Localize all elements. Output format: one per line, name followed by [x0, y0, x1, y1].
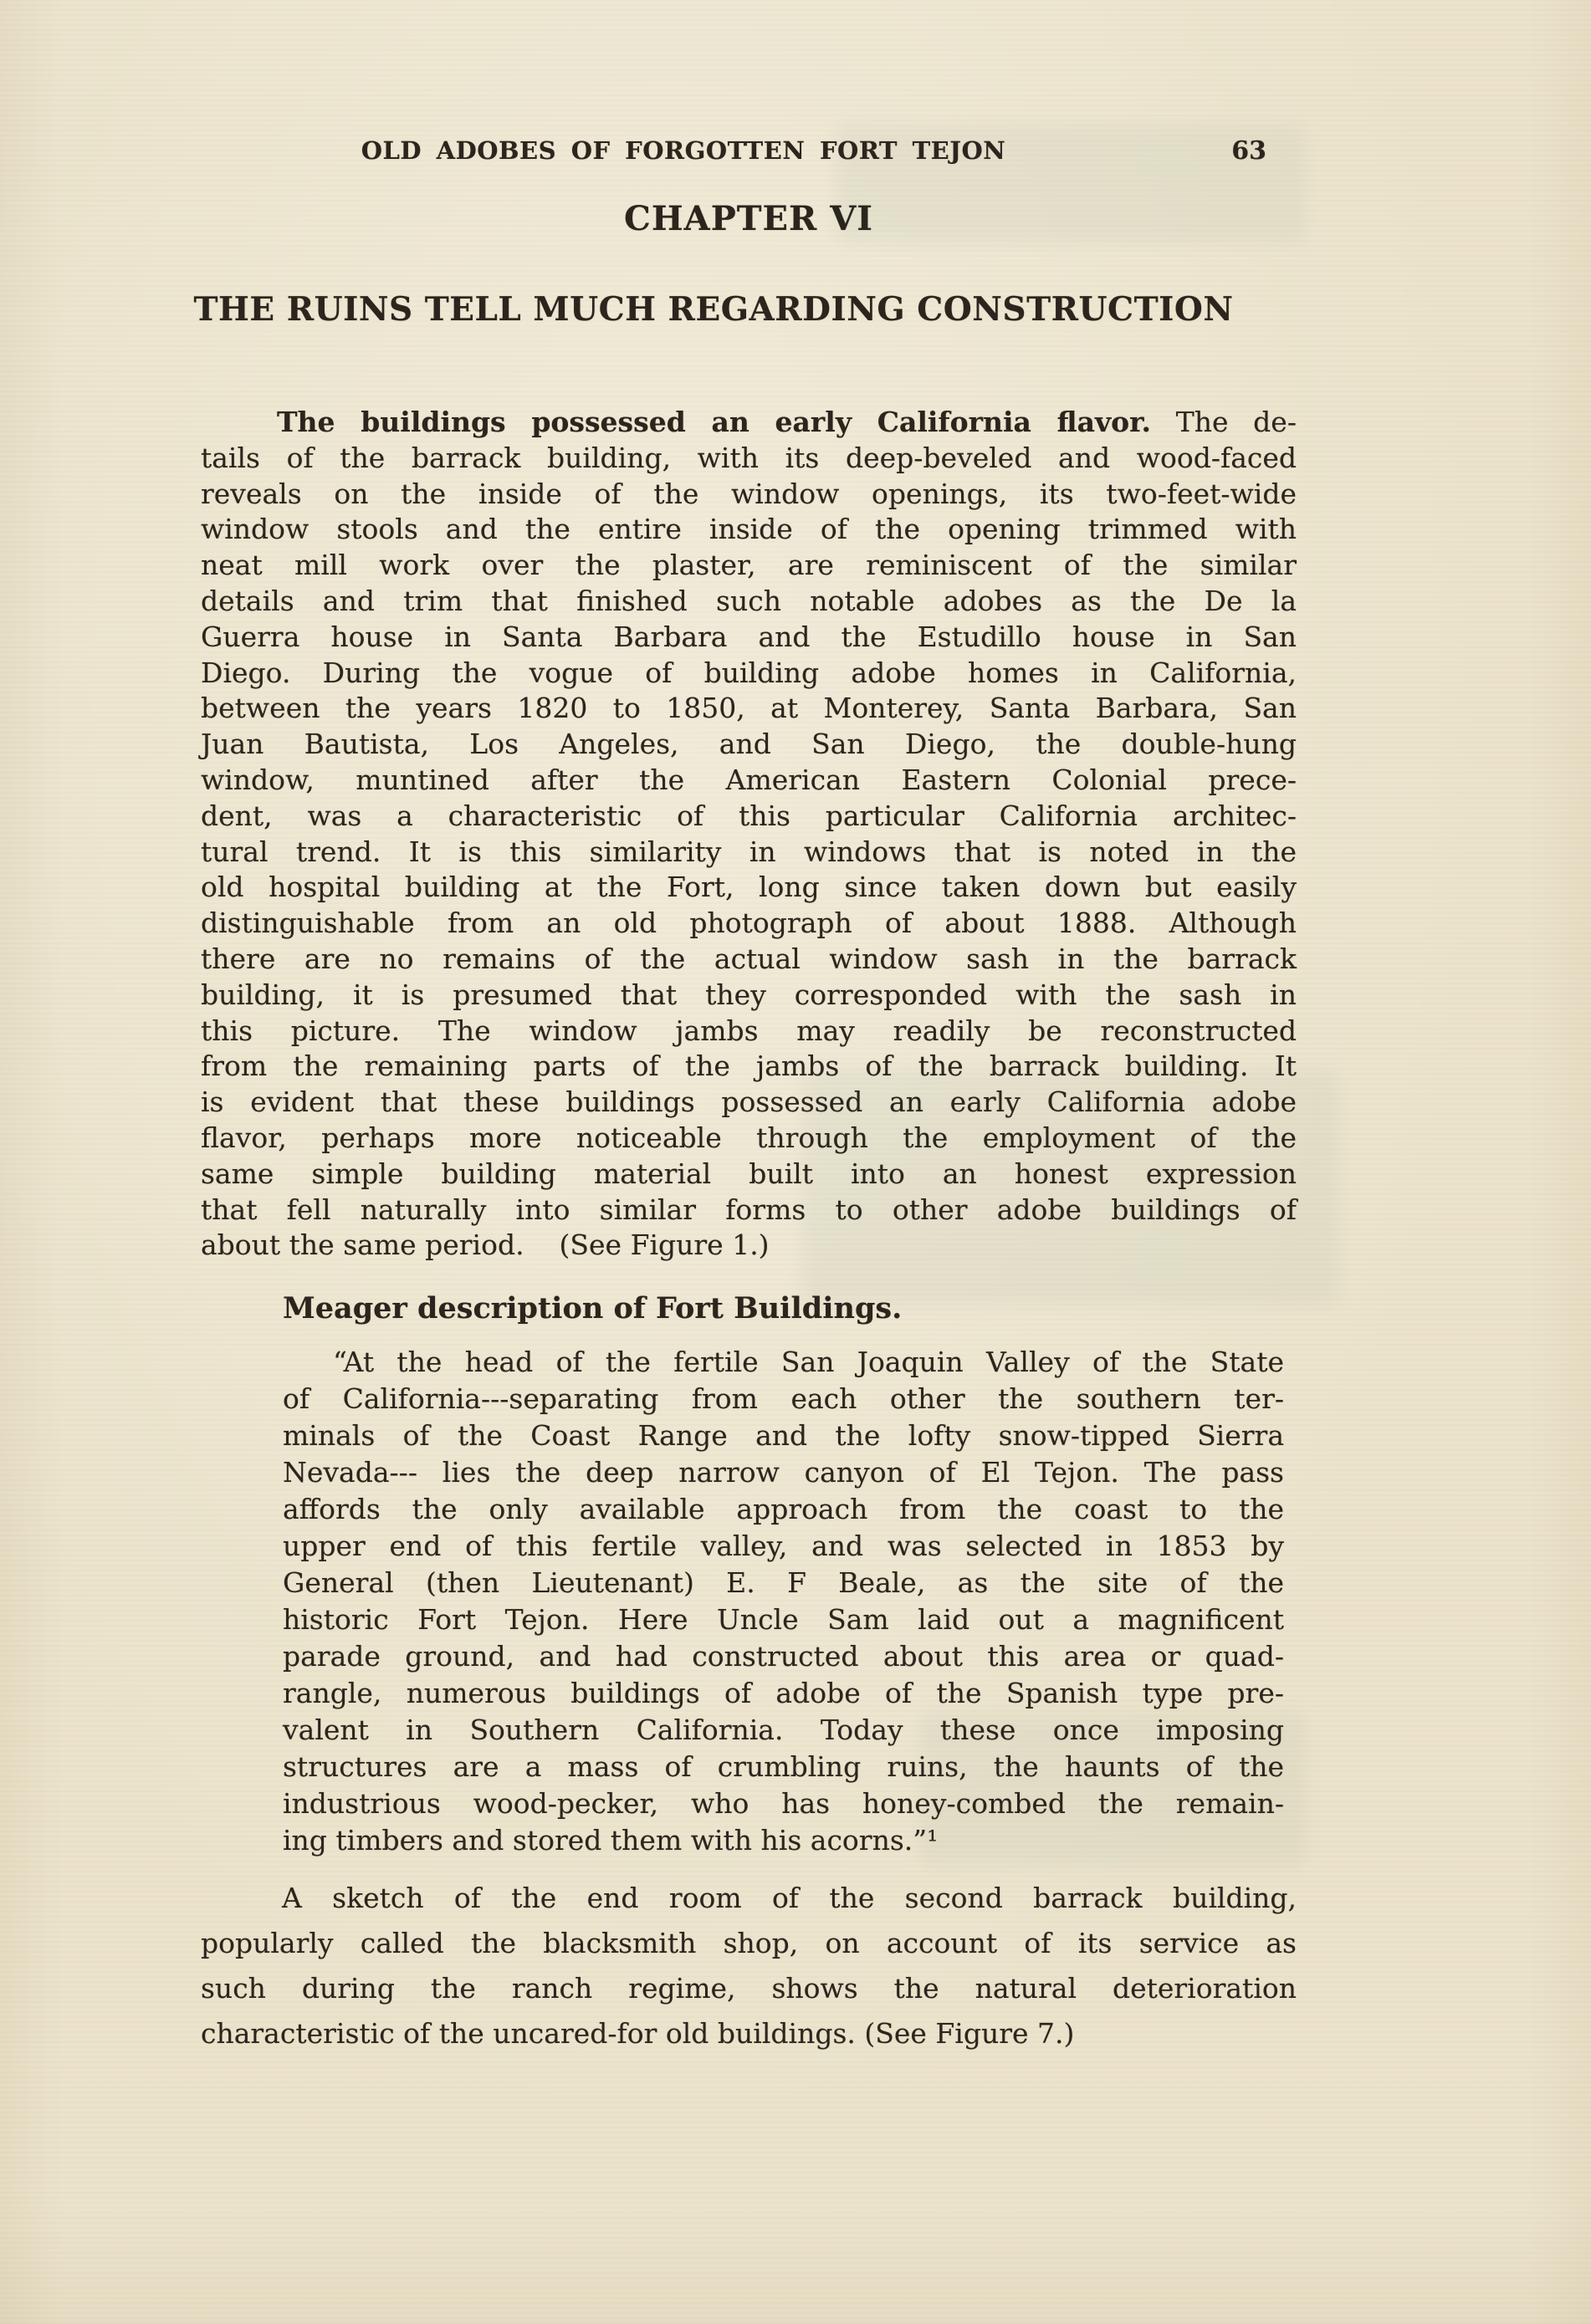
text-line: such during the ranch regime, shows the natural deterioration — [201, 1972, 1297, 2005]
text-line: details and trim that finished such notable adobes as the De la — [201, 584, 1297, 617]
text-line: neat mill work over the plaster, are reminiscent of the similar — [201, 549, 1297, 582]
page-number: 63 — [1231, 136, 1266, 166]
text-line: industrious wood-pecker, who has honey-combed the remain- — [283, 1787, 1284, 1820]
running-header — [201, 136, 1297, 173]
text-line: tails of the barrack building, with its deep-beveled and wood-faced — [201, 441, 1297, 474]
text-line: structures are a mass of crumbling ruins, the haunts of the — [283, 1750, 1284, 1783]
text-line: flavor, perhaps more noticeable through the employment of the — [201, 1121, 1297, 1154]
text-line: this picture. The window jambs may readily be reconstructed — [201, 1014, 1297, 1047]
running-header-title: OLD ADOBES OF FORGOTTEN FORT TEJON — [361, 136, 1006, 165]
text-line: tural trend. It is this similarity in windows that is noted in the — [201, 835, 1297, 868]
text-line: rangle, numerous buildings of adobe of the Spanish type pre- — [283, 1677, 1284, 1709]
paragraph-sketch-note — [201, 1876, 1297, 2056]
text-line: dent, was a characteristic of this particular California architec- — [201, 799, 1297, 832]
text-line: ing timbers and stored them with his acorns.”¹ — [283, 1824, 939, 1857]
paragraph-lead-bold: The buildings possessed an early California flavor. — [277, 406, 1152, 438]
paragraph-body-lines — [201, 1921, 1297, 2011]
text-line: General (then Lieutenant) E. F Beale, as the site of the — [283, 1566, 1284, 1599]
text-line: reveals on the inside of the window openings, its two-feet-wide — [201, 477, 1297, 510]
text-line: same simple building material built into an honest expression — [201, 1157, 1297, 1190]
text-line: window stools and the entire inside of the opening trimmed with — [201, 513, 1297, 546]
text-line: valent in Southern California. Today these once imposing — [283, 1714, 1284, 1746]
text-line: affords the only available approach from the coast to the — [283, 1493, 1284, 1525]
text-line: Guerra house in Santa Barbara and the Estudillo house in San — [201, 620, 1297, 653]
text-line: Diego. During the vogue of building adobe homes in California, — [201, 656, 1297, 689]
paragraph-construction-details — [201, 405, 1297, 1264]
blockquote-body-lines — [283, 1381, 1284, 1822]
text-line: “At the head of the fertile San Joaquin Valley of the State — [333, 1346, 1284, 1378]
text-line: of California---separating from each other the southern ter- — [283, 1382, 1284, 1415]
subheading-meager-description: Meager description of Fort Buildings. — [283, 1291, 903, 1325]
text-line: characteristic of the uncared-for old buildings. (See Figure 7.) — [201, 2017, 1075, 2050]
text-line: upper end of this fertile valley, and was selected in 1853 by — [283, 1530, 1284, 1562]
chapter-heading: CHAPTER VI — [624, 199, 873, 238]
text-line: parade ground, and had constructed about this area or quad- — [283, 1640, 1284, 1673]
text-line: between the years 1820 to 1850, at Monterey, Santa Barbara, San — [201, 692, 1297, 725]
text-line: popularly called the blacksmith shop, on account of its service as — [201, 1927, 1297, 1959]
paragraph-lead-rest: The de- — [1151, 406, 1297, 438]
text-line: window, muntined after the American Eastern Colonial prece- — [201, 763, 1297, 796]
text-line — [201, 405, 1297, 441]
text-line: A sketch of the end room of the second barrack building, — [282, 1882, 1297, 1914]
paragraph-body-lines — [201, 441, 1297, 1228]
text-line: minals of the Coast Range and the lofty snow-tipped Sierra — [283, 1419, 1284, 1452]
text-line: Nevada--- lies the deep narrow canyon of El Tejon. The pass — [283, 1456, 1284, 1489]
text-line: old hospital building at the Fort, long since taken down but easily — [201, 871, 1297, 904]
section-title: THE RUINS TELL MUCH REGARDING CONSTRUCTION — [193, 290, 1234, 329]
text-line: distinguishable from an old photograph of about 1888. Although — [201, 907, 1297, 940]
blockquote-fort-description — [283, 1344, 1284, 1859]
text-line: there are no remains of the actual window sash in the barrack — [201, 942, 1297, 975]
text-line: from the remaining parts of the jambs of the barrack building. It — [201, 1050, 1297, 1083]
text-line: is evident that these buildings possessed an early California adobe — [201, 1085, 1297, 1119]
text-line: historic Fort Tejon. Here Uncle Sam laid out a magnificent — [283, 1603, 1284, 1636]
text-line: Juan Bautista, Los Angeles, and San Diego, the double-hung — [201, 728, 1297, 761]
text-line: about the same period. (See Figure 1.) — [201, 1228, 770, 1262]
text-line: building, it is presumed that they corresponded with the sash in — [201, 978, 1297, 1011]
text-line: that fell naturally into similar forms to other adobe buildings of — [201, 1193, 1297, 1226]
